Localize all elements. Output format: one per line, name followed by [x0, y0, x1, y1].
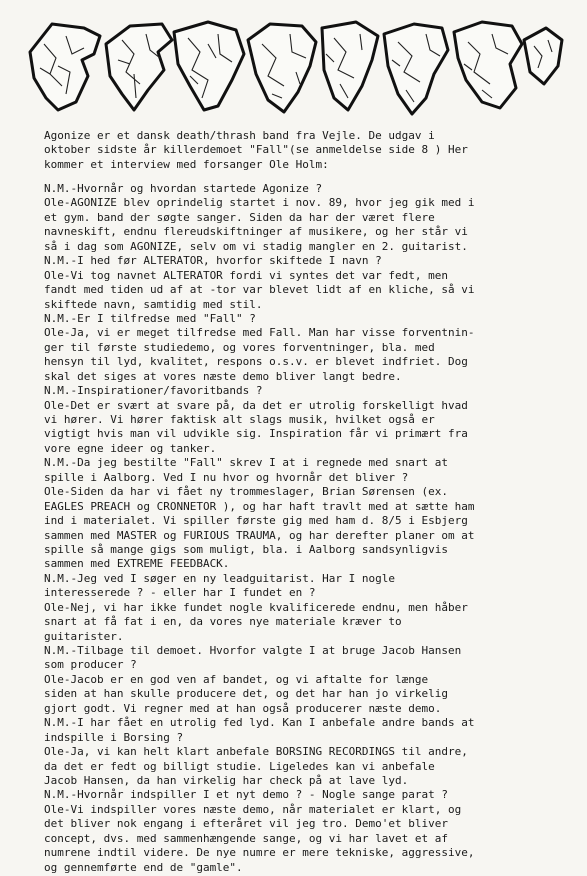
answer-line: EAGLES PREACH og CRONNETOR ), og har haft travlt med at sætte ham	[44, 499, 475, 513]
answer-line: snart at få fat i en, da vores nye materiale kræver to	[44, 615, 402, 629]
answer-line: ger til første studiedemo, og vores forventninger, bla. med	[44, 340, 435, 354]
question-line: N.M.-Jeg ved I søger en ny leadguitarist. Har I nogle	[44, 571, 395, 585]
question-line: N.M.-I har fået en utrolig fed lyd. Kan I anbefale andre bands at	[44, 716, 475, 730]
answer-line: Ole-Vi tog navnet ALTERATOR fordi vi syntes det var fedt, men	[44, 268, 448, 282]
question-line: N.M.-I hed før ALTERATOR, hvorfor skiftede I navn ?	[44, 254, 382, 268]
answer-line: vi hører. Vi hører faktisk alt slags musik, hvilket også er	[44, 413, 435, 426]
question-line: N.M.-Er I tilfredse med "Fall" ?	[44, 311, 256, 325]
answer-line: guitarister.	[44, 629, 124, 643]
answer-line: så i dag som AGONIZE, selv om vi stadig mangler en 2. guitarist.	[44, 239, 468, 253]
answer-line: vigtigt hvis man vil udvikle sig. Inspiration får vi primært fra	[44, 427, 468, 441]
answer-line: Ole-Siden da har vi fået ny trommeslager, Brian Sørensen (ex.	[44, 485, 448, 499]
answer-line: fandt med tiden ud af at -tor var blevet lidt af en kliche, så vi	[44, 283, 475, 297]
answer-line: numrene indtil videre. De nye numre er mere tekniske, aggressive,	[44, 846, 475, 860]
question-line: N.M.-Hvornår og hvordan startede Agonize ?	[44, 182, 323, 195]
intro-line: Agonize er et dansk death/thrash band fra Vejle. De udgav i	[44, 129, 435, 142]
answer-line: Jacob Hansen, da han virkelig har check på at lave lyd.	[44, 773, 409, 787]
answer-line: et gym. band der søgte sanger. Siden da har der været flere	[44, 210, 435, 224]
answer-line: Ole-Ja, vi er meget tilfredse med Fall. Man har visse forventnin-	[44, 326, 475, 340]
intro-paragraph	[44, 128, 564, 171]
answer-line: ind i materialet. Vi spiller første gig med ham d. 8/5 i Esbjerg	[44, 514, 468, 528]
answer-line: Ole-Jacob er en god ven af bandet, og vi aftalte for længe	[44, 672, 429, 686]
question-line: N.M.-Da jeg bestilte "Fall" skrev I at i regnede med snart at	[44, 456, 448, 470]
answer-line: som producer ?	[44, 658, 137, 672]
answer-line: sammen med MASTER og FURIOUS TRAUMA, og har derefter planer om at	[44, 528, 475, 542]
answer-line: spille i Aalborg. Ved I nu hvor og hvornår det bliver ?	[44, 470, 409, 484]
question-line: N.M.-Tilbage til demoet. Hvorfor valgte I at bruge Jacob Hansen	[44, 644, 462, 657]
interview-text	[44, 182, 572, 875]
answer-line: Ole-AGONIZE blev oprindelig startet i nov. 89, hvor jeg gik med i	[44, 196, 475, 210]
intro-line: kommer et interview med forsanger Ole Holm:	[44, 157, 329, 171]
intro-line: oktober sidste år killerdemoet "Fall"(se anmeldelse side 8 ) Her	[44, 143, 468, 157]
answer-line: da det er fedt og billigt studie. Ligeledes kan vi anbefale	[44, 759, 435, 773]
answer-line: skal det siges at vores næste demo bliver langt bedre.	[44, 369, 402, 383]
agonize-logo	[22, 14, 567, 119]
answer-line: det bliver nok engang i efteråret vil jeg tro. Demo'et bliver	[44, 817, 448, 831]
answer-line: spille så mange gigs som muligt, bla. i Aalborg sandsynligvis	[44, 542, 448, 556]
answer-line: hensyn til lyd, kvalitet, respons o.s.v. er blevet indfriet. Dog	[44, 355, 468, 369]
question-line: N.M.-Inspirationer/favoritbands ?	[44, 384, 263, 398]
answer-line: Ole-Nej, vi har ikke fundet nogle kvalificerede endnu, men håber	[44, 600, 468, 614]
answer-line: navneskift, endnu flereudskiftninger af musikere, og her står vi	[44, 225, 468, 239]
answer-line: sammen med EXTREME FEEDBACK.	[44, 557, 230, 571]
answer-line: og gennemførte end de "gamle".	[44, 860, 243, 874]
answer-line: vore egne ideer og tanker.	[44, 441, 217, 455]
answer-line: interesserede ? - eller har I fundet en ?	[44, 586, 316, 600]
answer-line: Ole-Ja, vi kan helt klart anbefale BORSING RECORDINGS til andre,	[44, 745, 468, 759]
answer-line: Ole-Det er svært at svare på, da det er utrolig forskelligt hvad	[44, 398, 468, 412]
answer-line: indspille i Borsing ?	[44, 730, 184, 744]
answer-line: skiftede navn, samtidig med stil.	[44, 297, 263, 311]
answer-line: Ole-Vi indspiller vores næste demo, når materialet er klart, og	[44, 802, 462, 816]
answer-line: gjort godt. Vi regner med at han også producerer næste demo.	[44, 701, 442, 715]
answer-line: siden at han skulle producere det, og det har han jo virkelig	[44, 687, 448, 701]
question-line: N.M.-Hvornår indspiller I et nyt demo ? - Nogle sange parat ?	[44, 788, 448, 802]
answer-line: concept, dvs. med sammenhængende sange, og vi har lavet et af	[44, 831, 448, 845]
